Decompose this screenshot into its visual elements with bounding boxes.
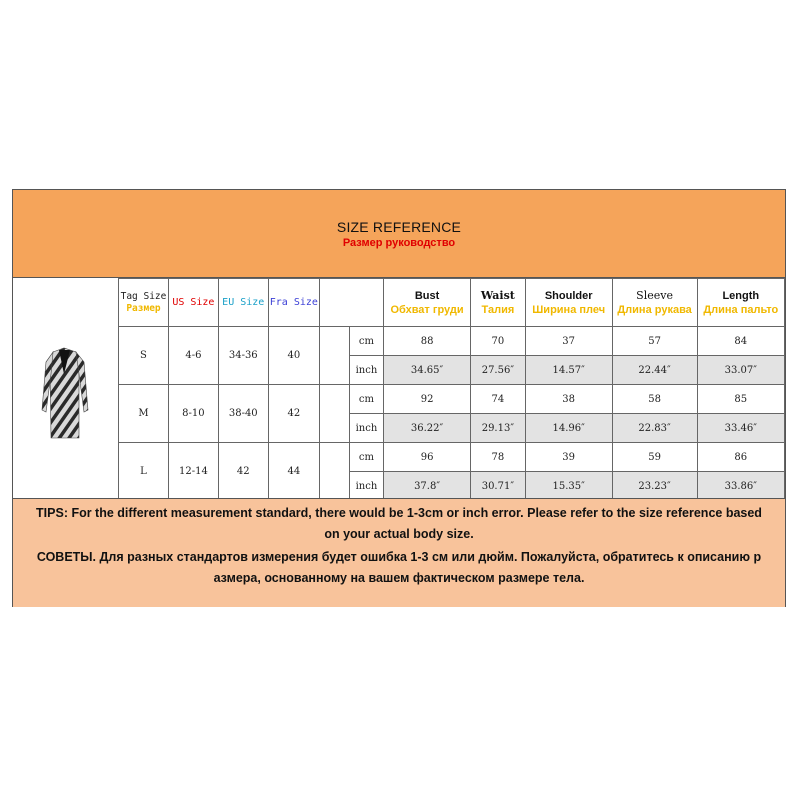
unit-spacer bbox=[320, 327, 350, 385]
sleeve-inch: 23.23″ bbox=[612, 472, 697, 501]
header-us-size: US Size bbox=[168, 279, 218, 327]
header-eu-size: EU Size bbox=[218, 279, 268, 327]
header-bust: Bust Обхват груди bbox=[384, 279, 471, 327]
chart-subtitle: Размер руководство bbox=[342, 237, 456, 249]
length-cm: 85 bbox=[697, 385, 784, 414]
tips-russian: СОВЕТЫ. Для разных стандартов измерения будет ошибка 1-3 см или дюйм. Пожалуйста, обратитесь к описанию р азмера, основанному на вашем фактическом размере тела. bbox=[36, 550, 762, 585]
bust-inch: 36.22″ bbox=[384, 414, 471, 443]
header-length: Length Длина пальто bbox=[697, 279, 784, 327]
waist-cm: 74 bbox=[471, 385, 526, 414]
tag-size-cell: L bbox=[119, 443, 169, 501]
unit-cm: cm bbox=[349, 327, 383, 356]
waist-inch: 27.56″ bbox=[471, 356, 526, 385]
eu-size-cell: 38-40 bbox=[218, 385, 268, 443]
sleeve-cm: 58 bbox=[612, 385, 697, 414]
us-size-cell: 8-10 bbox=[168, 385, 218, 443]
bust-cm: 92 bbox=[384, 385, 471, 414]
waist-cm: 70 bbox=[471, 327, 526, 356]
waist-inch: 30.71″ bbox=[471, 472, 526, 501]
header-tag-size: Tag Size Размер bbox=[119, 279, 169, 327]
table-header-row bbox=[119, 279, 785, 327]
bust-cm: 88 bbox=[384, 327, 471, 356]
shoulder-inch: 15.35″ bbox=[525, 472, 612, 501]
length-inch: 33.07″ bbox=[697, 356, 784, 385]
header-fra-size: Fra Size bbox=[268, 279, 319, 327]
tips-panel bbox=[13, 498, 785, 607]
waist-cm: 78 bbox=[471, 443, 526, 472]
unit-cm: cm bbox=[349, 385, 383, 414]
eu-size-cell: 42 bbox=[218, 443, 268, 501]
chart-title: SIZE REFERENCE bbox=[336, 219, 462, 235]
table-row bbox=[119, 385, 785, 414]
header-shoulder: Shoulder Ширина плеч bbox=[525, 279, 612, 327]
fra-size-cell: 44 bbox=[268, 443, 319, 501]
length-cm: 86 bbox=[697, 443, 784, 472]
shoulder-cm: 39 bbox=[525, 443, 612, 472]
fra-size-cell: 42 bbox=[268, 385, 319, 443]
table-row bbox=[119, 327, 785, 356]
tag-size-cell: M bbox=[119, 385, 169, 443]
unit-inch: inch bbox=[349, 414, 383, 443]
length-inch: 33.86″ bbox=[697, 472, 784, 501]
sleeve-cm: 59 bbox=[612, 443, 697, 472]
sleeve-inch: 22.83″ bbox=[612, 414, 697, 443]
unit-spacer bbox=[320, 385, 350, 443]
shoulder-inch: 14.57″ bbox=[525, 356, 612, 385]
sleeve-cm: 57 bbox=[612, 327, 697, 356]
header-waist: Waist Талия bbox=[471, 279, 526, 327]
shoulder-inch: 14.96″ bbox=[525, 414, 612, 443]
product-photo bbox=[13, 278, 119, 498]
tips-english: TIPS: For the different measurement standard, there would be 1-3cm or inch error. Please refer to the size reference based on your actual body size. bbox=[36, 506, 762, 541]
length-inch: 33.46″ bbox=[697, 414, 784, 443]
fra-size-cell: 40 bbox=[268, 327, 319, 385]
us-size-cell: 12-14 bbox=[168, 443, 218, 501]
header-unit-blank bbox=[320, 279, 384, 327]
shoulder-cm: 37 bbox=[525, 327, 612, 356]
bust-inch: 37.8″ bbox=[384, 472, 471, 501]
header-sleeve: Sleeve Длина рукава bbox=[612, 279, 697, 327]
unit-spacer bbox=[320, 443, 350, 501]
size-chart bbox=[12, 189, 786, 607]
length-cm: 84 bbox=[697, 327, 784, 356]
shoulder-cm: 38 bbox=[525, 385, 612, 414]
waist-inch: 29.13″ bbox=[471, 414, 526, 443]
unit-cm: cm bbox=[349, 443, 383, 472]
unit-inch: inch bbox=[349, 472, 383, 501]
us-size-cell: 4-6 bbox=[168, 327, 218, 385]
bust-cm: 96 bbox=[384, 443, 471, 472]
tag-size-cell: S bbox=[119, 327, 169, 385]
sequin-dress-image bbox=[13, 278, 118, 498]
size-table bbox=[118, 278, 785, 501]
sleeve-inch: 22.44″ bbox=[612, 356, 697, 385]
unit-inch: inch bbox=[349, 356, 383, 385]
eu-size-cell: 34-36 bbox=[218, 327, 268, 385]
chart-header bbox=[13, 190, 785, 278]
bust-inch: 34.65″ bbox=[384, 356, 471, 385]
table-row bbox=[119, 443, 785, 472]
